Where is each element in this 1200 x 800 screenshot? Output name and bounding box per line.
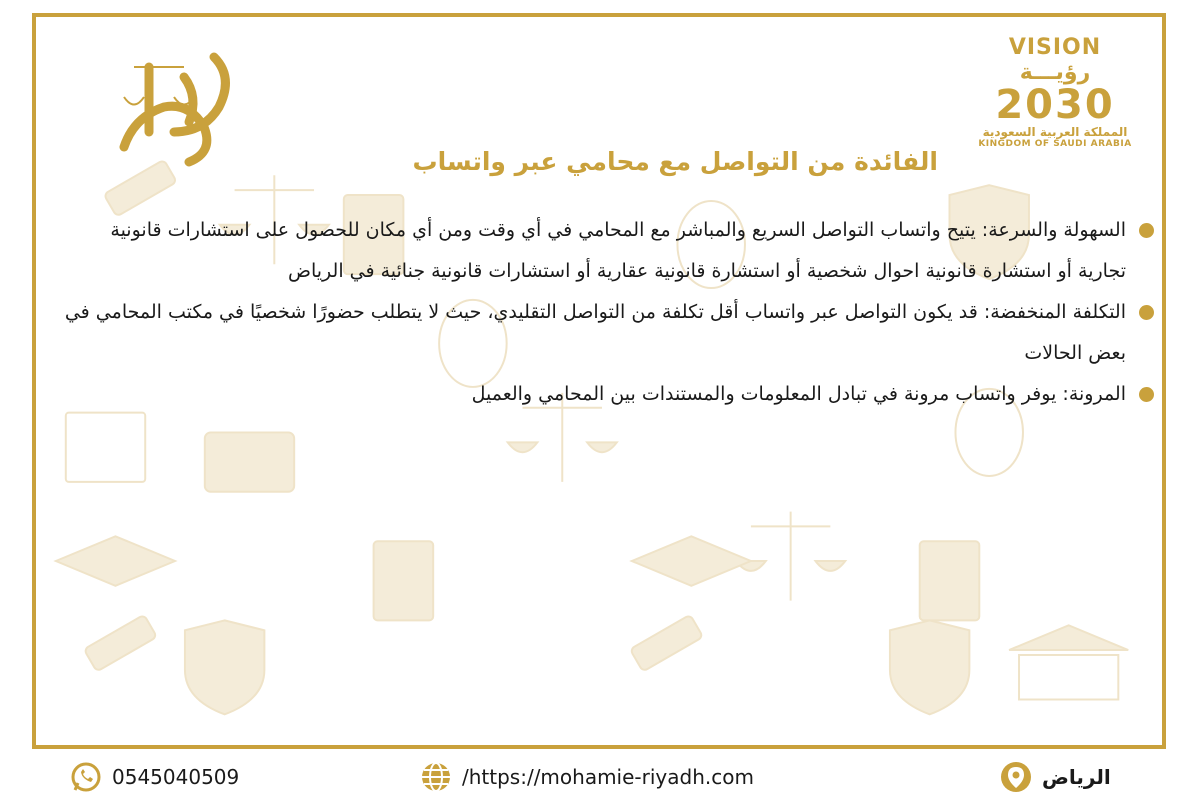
- bullet-dot-icon: [1139, 387, 1154, 402]
- footer-location: [1000, 760, 1111, 794]
- kingdom-english-label: KINGDOM OF SAUDI ARABIA: [978, 139, 1132, 149]
- benefit-text: السهولة والسرعة: يتيح واتساب التواصل السريع والمباشر مع المحامي في أي وقت ومن أي مكان للحصول على استشارات قانونية تجارية أو استشارة قانونية احوال شخصية أو استشارة قانونية عقارية أو استشارات قانونية جنائية في الرياض: [110, 219, 1126, 282]
- phone-number: 0545040509: [112, 765, 240, 789]
- benefit-item: [60, 292, 1160, 374]
- benefit-text: المرونة: يوفر واتساب مرونة في تبادل المعلومات والمستندات بين المحامي والعميل: [471, 383, 1126, 405]
- shield-icon: [185, 620, 264, 714]
- briefcase-icon: [205, 432, 294, 491]
- gavel-icon: [630, 615, 703, 672]
- benefit-item: [60, 374, 1160, 415]
- footer-phone[interactable]: [70, 760, 239, 794]
- whatsapp-icon: [70, 761, 102, 793]
- scales-icon: [736, 512, 845, 601]
- law-book-icon: [374, 541, 434, 620]
- website-url: /https://mohamie-riyadh.com: [462, 765, 754, 789]
- vision-2030-logo: [970, 35, 1140, 149]
- benefits-list-container: [60, 210, 1160, 415]
- page-title: الفائدة من التواصل مع محامي عبر واتساب: [412, 147, 938, 176]
- graduation-cap-icon: [632, 536, 751, 585]
- globe-icon: [420, 761, 452, 793]
- building-icon: [1009, 625, 1128, 650]
- location-text: الرياض: [1042, 765, 1111, 789]
- footer: [0, 752, 1200, 800]
- bullet-dot-icon: [1139, 223, 1154, 238]
- vision-arabic-label: رؤيـــة: [1019, 60, 1091, 85]
- bullet-dot-icon: [1139, 305, 1154, 320]
- vision-label: VISION: [1008, 35, 1102, 60]
- kingdom-arabic-label: المملكة العربية السعودية: [982, 125, 1128, 139]
- gavel-icon: [84, 615, 157, 672]
- benefits-list: [60, 210, 1160, 415]
- location-pin-icon: [1000, 761, 1032, 793]
- graduation-cap-icon: [56, 536, 175, 585]
- vision-year: 2030: [995, 82, 1115, 128]
- bars-icon: [66, 413, 145, 482]
- benefit-item: [60, 210, 1160, 292]
- shield-icon: [890, 620, 969, 714]
- footer-website[interactable]: [420, 760, 754, 794]
- benefit-text: التكلفة المنخفضة: قد يكون التواصل عبر واتساب أقل تكلفة من التواصل التقليدي، حيث لا يتطلب حضورًا شخصيًا في مكتب المحامي في بعض الحالات: [64, 301, 1126, 364]
- law-book-icon: [920, 541, 980, 620]
